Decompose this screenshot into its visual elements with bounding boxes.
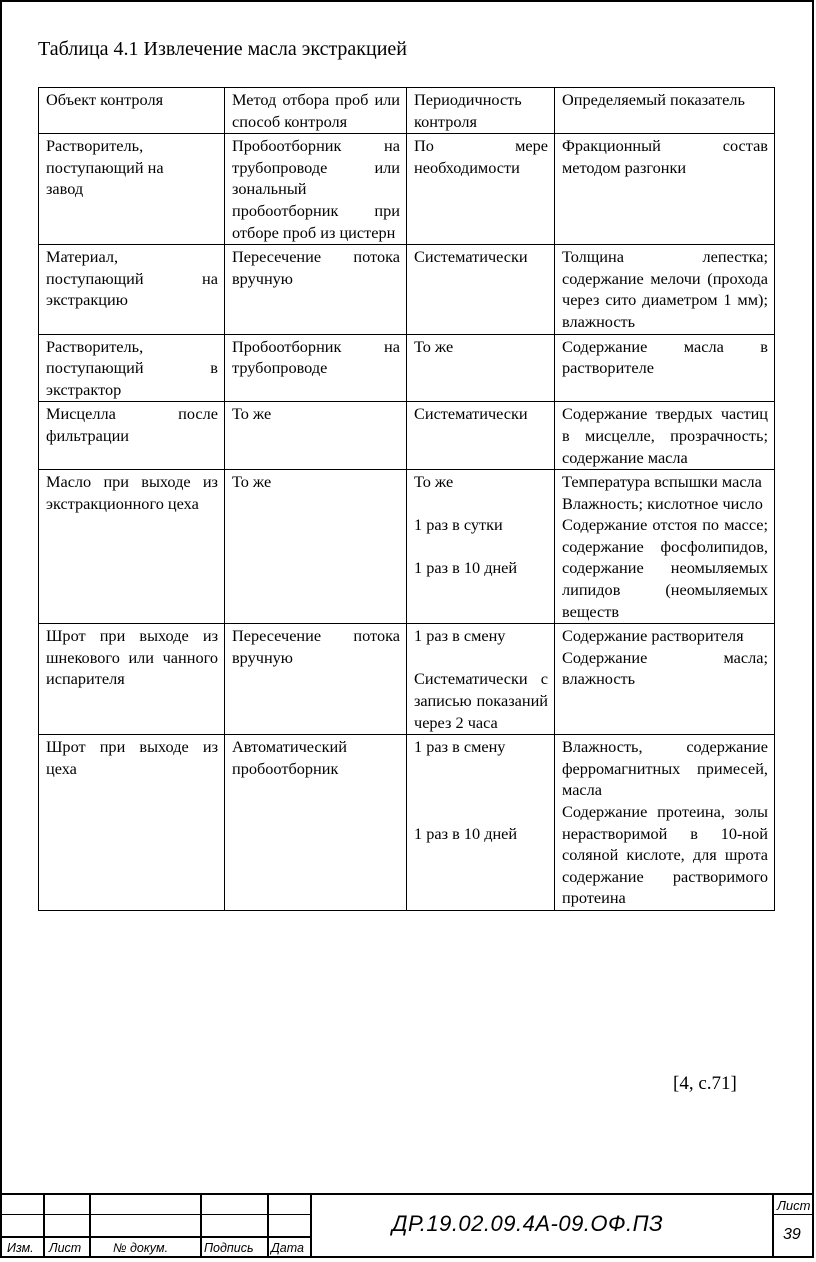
- cell-period: [407, 735, 555, 911]
- table-header-row: [39, 88, 775, 134]
- cell-object: Масло при выходе из экстракционного цеха: [39, 470, 225, 624]
- cell-period: [407, 470, 555, 624]
- cell-period: То же: [407, 334, 555, 402]
- table-row: [39, 470, 775, 624]
- title-block: [0, 1193, 814, 1258]
- cell-period: Систематически: [407, 402, 555, 470]
- cell-indicator: [555, 735, 775, 911]
- cell-indicator: Содержание твердых частиц в мисцелле, прозрачность; содержание масла: [555, 402, 775, 470]
- table-row: [39, 402, 775, 470]
- cell-method: Пересечение потока вручную: [225, 245, 407, 334]
- cell-indicator: Содержание масла в растворителе: [555, 334, 775, 402]
- cell-period: Систематически: [407, 245, 555, 334]
- cell-indicator: Толщина лепестка; содержание мелочи (прохода через сито диаметром 1 мм); влажность: [555, 245, 775, 334]
- cell-indicator: Фракционный состав методом разгонки: [555, 134, 775, 245]
- period-entry: То же: [414, 472, 454, 492]
- label-date: Дата: [271, 1241, 304, 1255]
- period-entry: 1 раз в 10 дней: [414, 558, 518, 578]
- cell-object: Мисцелла после фильтрации: [39, 402, 225, 470]
- table-row: [39, 624, 775, 735]
- cell-object: Материал, поступающий на экстракцию: [39, 245, 225, 334]
- document-code: ДР.19.02.09.4А-09.ОФ.ПЗ: [392, 1211, 664, 1236]
- cell-indicator: [555, 624, 775, 735]
- table-row: [39, 134, 775, 245]
- indicator-entry: Влажность; кислотное число: [562, 493, 763, 513]
- indicator-entry: Содержание растворителя: [562, 626, 744, 646]
- label-change: Изм.: [7, 1241, 34, 1255]
- indicator-entry: Температура вспышки масла: [562, 472, 762, 492]
- source-reference: [4, с.71]: [673, 1073, 737, 1094]
- sheet-number: 39: [783, 1226, 801, 1243]
- cell-method: То же: [225, 470, 407, 624]
- period-entry: 1 раз в 10 дней: [414, 823, 518, 843]
- control-table: [38, 87, 775, 911]
- table-caption: Таблица 4.1 Извлечение масла экстракцией: [38, 38, 408, 60]
- cell-object: Шрот при выходе из шнекового или чанного испарителя: [39, 624, 225, 735]
- period-entry: Систематически с записью показаний через 2 часа: [414, 669, 548, 732]
- cell-text: Растворитель, поступающий на завод: [46, 136, 164, 199]
- header-method: Метод отбора проб или способ контроля: [225, 88, 407, 134]
- label-doc-number: № докум.: [113, 1241, 169, 1255]
- cell-period: [407, 624, 555, 735]
- header-period: Периодичность контроля: [407, 88, 555, 134]
- indicator-entry: Содержание протеина, золы нерастворимой в 10-ной соляной кислоте, для шрота содержание растворимого протеина: [562, 802, 768, 908]
- sheet-label: Лист: [777, 1198, 811, 1213]
- cell-method: Автоматический пробоотборник: [225, 735, 407, 911]
- table-row: [39, 334, 775, 402]
- period-entry: 1 раз в смену: [414, 626, 506, 646]
- label-signature: Подпись: [204, 1241, 254, 1255]
- indicator-entry: Содержание отстоя по массе; содержание фосфолипидов, содержание неомыляемых липидов (неомыляемых веществ: [562, 515, 768, 621]
- cell-period: По мере необходимости: [407, 134, 555, 245]
- label-sheet: Лист: [49, 1241, 82, 1255]
- indicator-entry: Влажность, содержание ферромагнитных примесей, масла: [562, 737, 768, 800]
- cell-object: [39, 134, 225, 245]
- header-indicator: Определяемый показатель: [555, 88, 775, 134]
- cell-indicator: [555, 470, 775, 624]
- indicator-entry: Содержание масла; влажность: [562, 647, 768, 689]
- period-entry: 1 раз в сутки: [414, 515, 503, 535]
- cell-method: Пробоотборник на трубопроводе или зональный пробоотборник при отборе проб из цистерн: [225, 134, 407, 245]
- header-object: Объект контроля: [39, 88, 225, 134]
- table-row: [39, 735, 775, 911]
- cell-method: То же: [225, 402, 407, 470]
- table-row: [39, 245, 775, 334]
- cell-method: Пробоотборник на трубопроводе: [225, 334, 407, 402]
- cell-method: Пересечение потока вручную: [225, 624, 407, 735]
- cell-object: Растворитель, поступающий в экстрактор: [39, 334, 225, 402]
- cell-object: Шрот при выходе из цеха: [39, 735, 225, 911]
- period-entry: 1 раз в смену: [414, 737, 506, 757]
